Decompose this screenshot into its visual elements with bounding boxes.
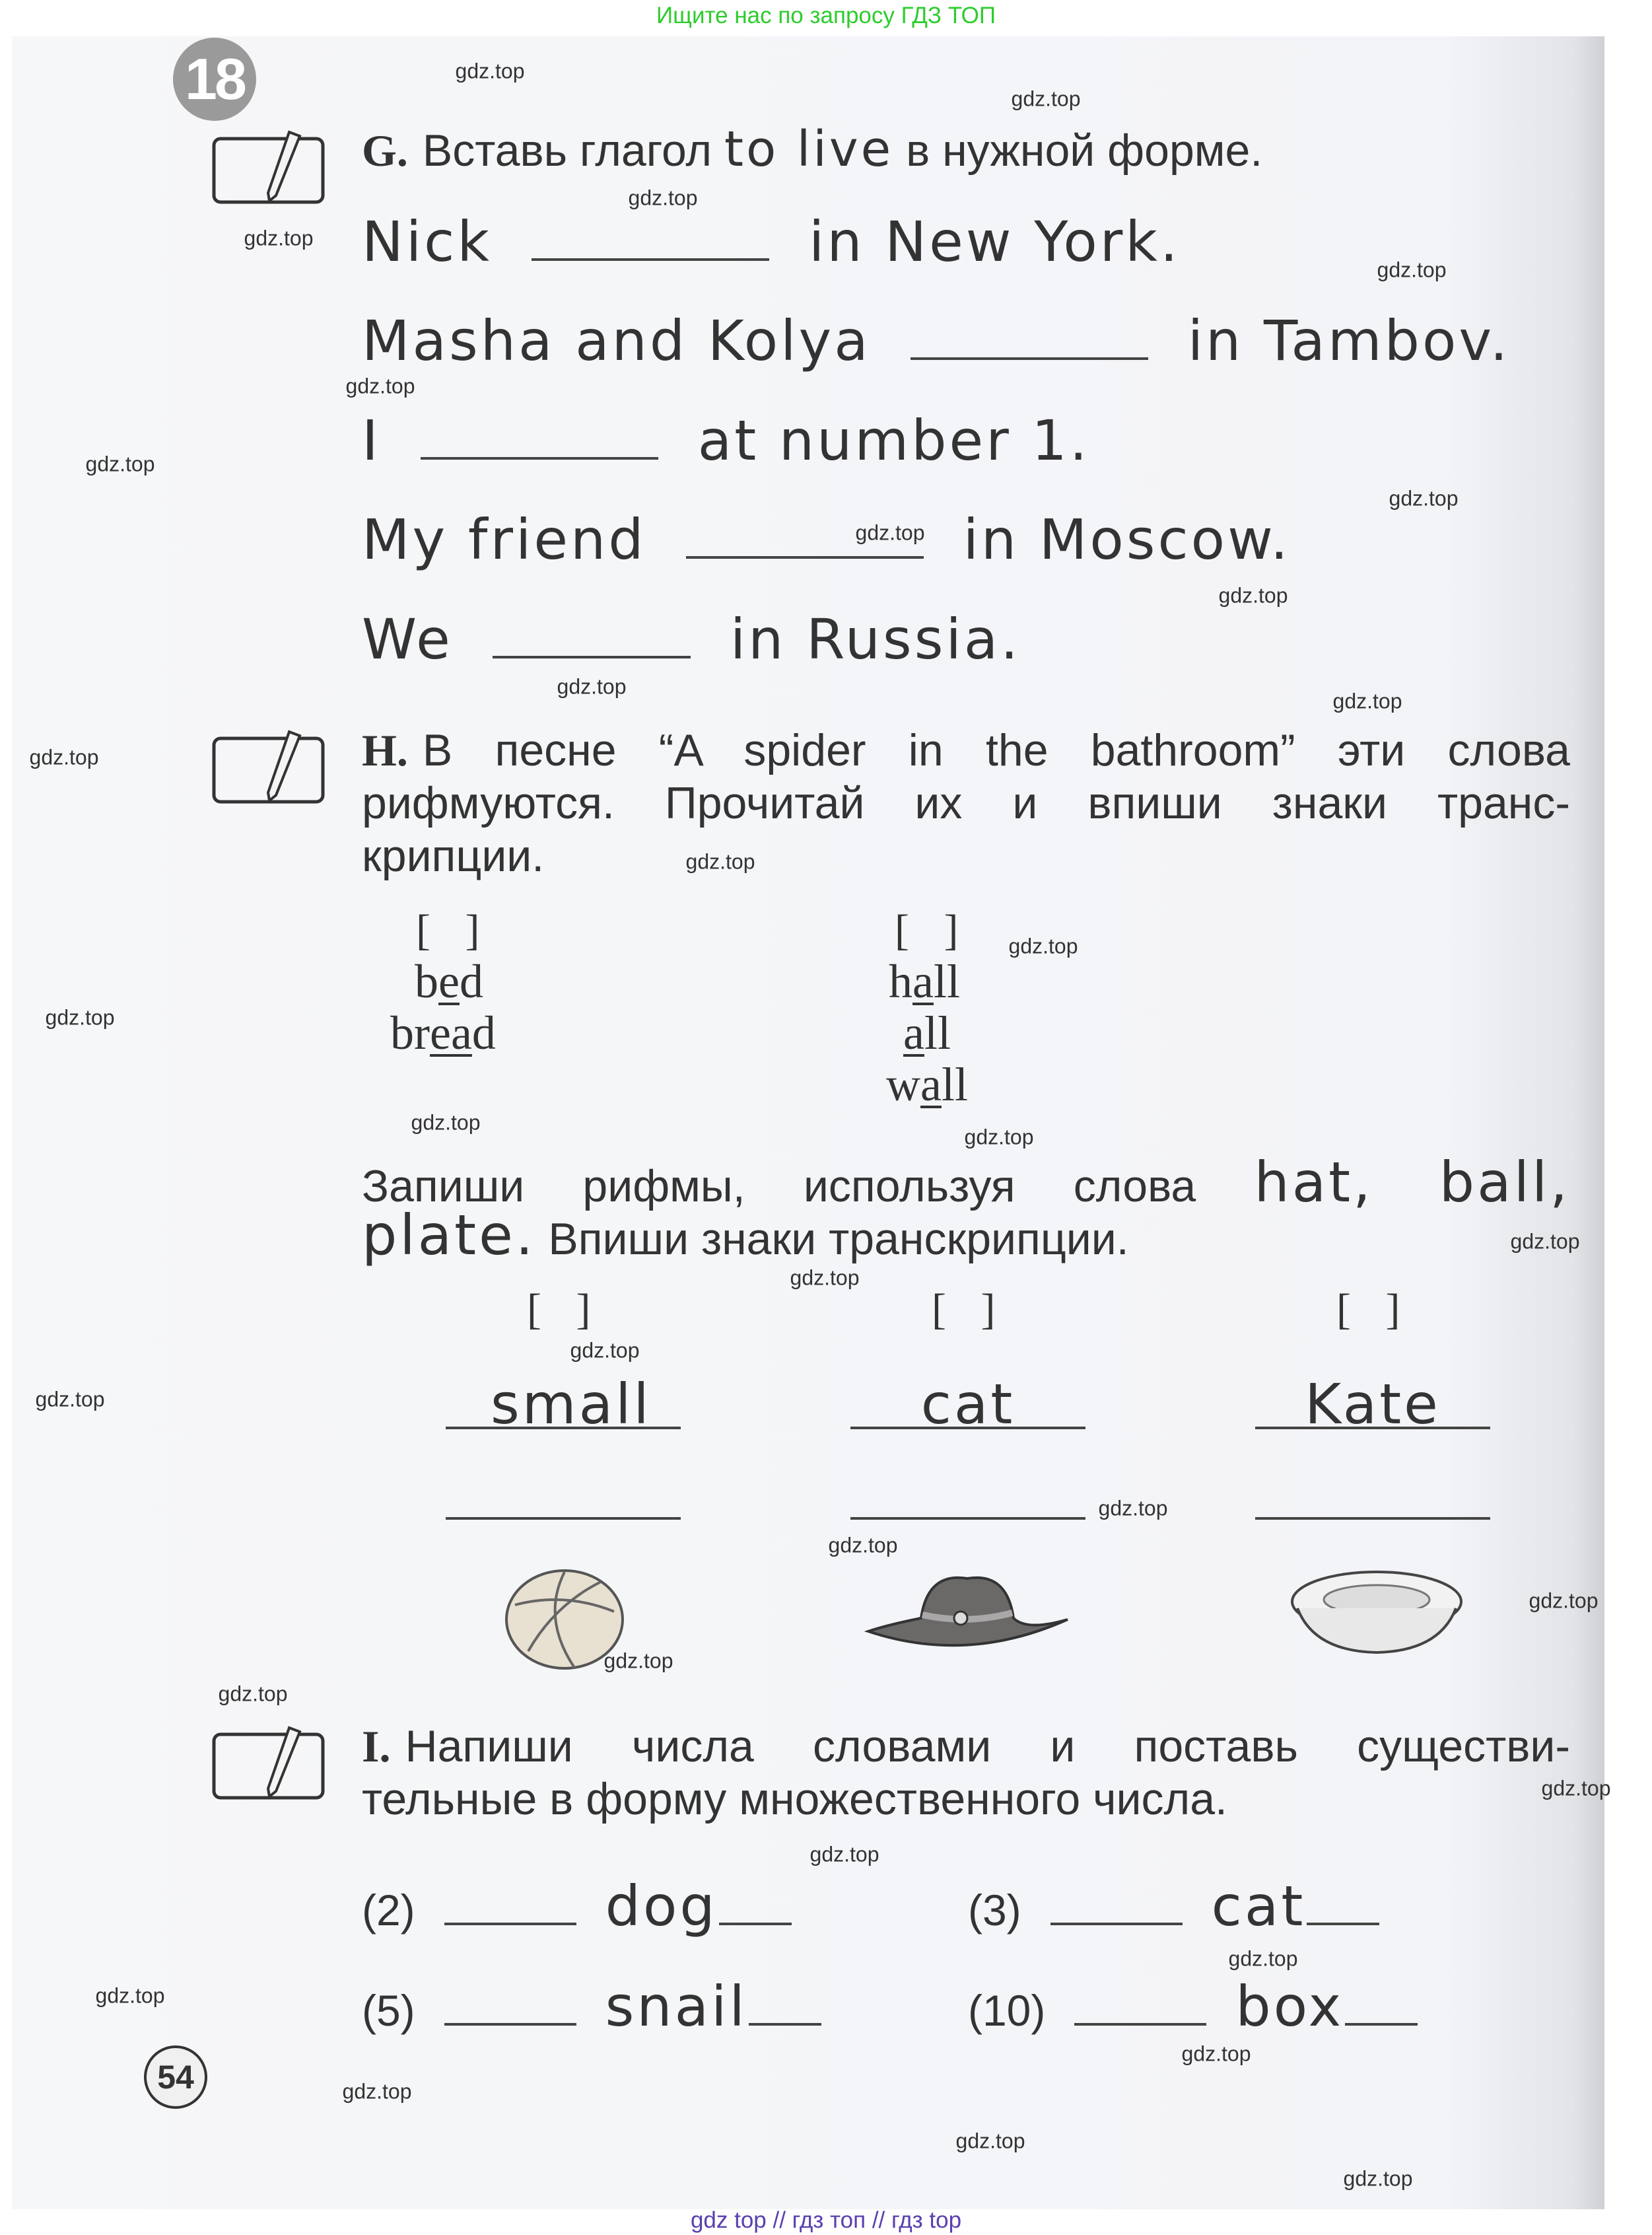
watermark-text: gdz.top [45,1005,115,1030]
watermark-text: gdz.top [1008,934,1078,958]
task-h-line-1 [362,725,1570,775]
write-task-icon [211,729,329,805]
watermark-text: gdz.top [1343,2166,1413,2191]
rhyme-word [390,1007,496,1059]
rhyme-example-word: cat [920,1372,1015,1437]
watermark-text: gdz.top [603,1649,673,1673]
number-word-blank[interactable] [1050,1916,1183,1925]
plural-ending-blank[interactable] [719,1916,792,1925]
task-letter: I. [362,1721,391,1771]
watermark-text: gdz.top [955,2129,1025,2153]
plural-ending-blank[interactable] [1307,1916,1379,1925]
number-item [362,1874,792,1954]
task-i-line-2: тельные в форму множественного числа. [362,1774,1227,1824]
rhyme-example-word: Kate [1305,1372,1441,1437]
task-g-instruction [362,121,1263,178]
watermark-text: gdz.top [1541,1776,1611,1800]
word-part: ll [941,1058,968,1111]
word-part: ll [924,1007,951,1059]
task-letter: H. [362,725,408,775]
task-letter: G. [362,125,408,176]
word-part: w [886,1058,920,1111]
rhyme-word [886,1058,968,1111]
watermark-text: gdz.top [1181,2041,1251,2066]
word-part: h [889,955,912,1008]
number-item [968,1874,1379,1954]
hat-picture [862,1559,1073,1664]
footer-links[interactable]: gdz top // гдз топ // гдз top [690,2207,962,2233]
watermark-text: gdz.top [29,745,99,769]
rhymes-instruction-2 [362,1203,1570,1267]
sentence-row [362,210,1181,273]
noun-word: dog [605,1874,718,1938]
instruction-text: в нужной форме. [906,125,1263,176]
task-h-line-2: рифмуются. Прочитай их и впиши знаки транс- [362,778,1570,828]
word-part: br [390,1007,430,1059]
watermark-text: gdz.top [964,1125,1034,1149]
instruction-text: В песне “A spider in the bathroom” эти слова [422,725,1570,775]
underlined-letters: e [438,955,460,1008]
instruction-verb: to live [724,121,894,178]
watermark-text: gdz.top [218,1682,288,1706]
watermark-text: gdz.top [1510,1229,1580,1254]
sentence-start: My friend [362,507,646,572]
sentence-row [362,608,1021,671]
rhyme-example-word: small [491,1372,652,1437]
watermark-text: gdz.top [345,374,415,398]
watermark-text: gdz.top [1218,583,1288,608]
watermark-text: gdz.top [1389,486,1459,511]
answer-line[interactable] [446,1517,681,1520]
write-task-icon [211,1725,329,1801]
instruction-text: Напиши числа словами и поставь существи- [405,1721,1570,1771]
answer-line[interactable] [446,1427,681,1429]
unit-number-badge: 18 [173,38,256,121]
instruction-text: Впиши знаки транскрипции. [548,1214,1129,1264]
number-word-blank[interactable] [444,2016,576,2026]
rhyme-word [415,955,483,1008]
task-h-line-3: крипции. [362,831,545,881]
answer-blank[interactable] [532,252,769,261]
word-part: d [459,955,483,1008]
transcription-bracket-1[interactable]: [ ] [416,906,492,954]
answer-blank[interactable] [911,351,1148,360]
sentence-start: We [362,607,453,672]
number-item [362,1975,821,2055]
write-task-icon [211,129,329,205]
number-label: (2) [362,1886,415,1934]
watermark-text: gdz.top [685,849,755,874]
sentence-start: Nick [362,209,493,274]
sentence-end: at number 1. [697,408,1090,473]
plural-ending-blank[interactable] [749,2016,821,2026]
watermark-text: gdz.top [855,520,925,545]
word-part: b [415,955,438,1008]
instruction-text: Вставь глагол [422,125,712,176]
word-part: ll [933,955,960,1008]
answer-blank[interactable] [493,649,691,658]
underlined-letters: a [903,1007,924,1059]
transcription-bracket[interactable]: [ ] [527,1285,603,1333]
watermark-text: gdz.top [342,2079,412,2104]
sentence-row [362,508,1291,571]
watermark-text: gdz.top [1098,1496,1168,1520]
sentence-start: I [362,408,381,473]
search-banner[interactable]: Ищите нас по запросу ГДЗ ТОП [656,3,996,28]
transcription-bracket-2[interactable]: [ ] [895,906,971,954]
watermark-text: gdz.top [809,1842,879,1866]
noun-word: snail [605,1974,747,2039]
word-part: d [471,1007,496,1059]
watermark-text: gdz.top [1529,1588,1599,1613]
underlined-letters: ea [429,1007,472,1059]
sentence-start: Masha and Kolya [362,308,871,373]
answer-line[interactable] [850,1427,1085,1429]
sentence-end: in Moscow. [963,507,1291,572]
answer-blank[interactable] [686,550,924,559]
transcription-bracket[interactable]: [ ] [1336,1285,1412,1333]
watermark-text: gdz.top [244,226,314,250]
sentence-row [362,309,1510,373]
number-word-blank[interactable] [1074,2016,1206,2026]
sentence-row [362,409,1090,472]
number-label: (10) [968,1986,1046,2035]
watermark-text: gdz.top [570,1338,640,1363]
sentence-end: in Russia. [730,607,1021,672]
number-word-blank[interactable] [444,1916,576,1925]
rhyme-words: hat, ball, [1254,1150,1570,1215]
answer-line[interactable] [1255,1427,1490,1429]
watermark-text: gdz.top [1332,689,1402,713]
plural-ending-blank[interactable] [1345,2016,1418,2026]
watermark-text: gdz.top [557,674,627,699]
page-number: 54 [144,2045,207,2109]
watermark-text: gdz.top [828,1533,898,1557]
task-i-line-1 [362,1721,1570,1771]
answer-blank[interactable] [421,450,658,460]
watermark-text: gdz.top [85,452,155,476]
watermark-text: gdz.top [790,1265,860,1290]
instruction-text: Запиши рифмы, используя слова [362,1161,1196,1211]
number-label: (3) [968,1886,1021,1934]
watermark-text: gdz.top [1011,87,1081,111]
plate-picture [1288,1565,1466,1658]
sentence-end: in New York. [809,209,1181,274]
transcription-bracket[interactable]: [ ] [932,1285,1008,1333]
noun-word: box [1235,1974,1344,2039]
watermark-text: gdz.top [628,186,698,210]
rhyme-word [889,955,960,1008]
watermark-text: gdz.top [1377,258,1447,282]
noun-word: cat [1211,1874,1306,1938]
rhyme-word: plate. [362,1203,536,1267]
answer-line[interactable] [1255,1517,1490,1520]
answer-line[interactable] [850,1517,1085,1520]
sentence-end: in Tambov. [1187,308,1511,373]
number-label: (5) [362,1986,415,2035]
underlined-letters: a [912,955,934,1008]
watermark-text: gdz.top [35,1387,105,1411]
watermark-text: gdz.top [455,59,525,83]
rhymes-instruction-1 [362,1150,1570,1215]
watermark-text: gdz.top [95,1983,165,2008]
watermark-text: gdz.top [411,1110,481,1135]
rhyme-word [903,1007,951,1059]
underlined-letters: a [920,1058,942,1111]
watermark-text: gdz.top [1228,1946,1298,1971]
